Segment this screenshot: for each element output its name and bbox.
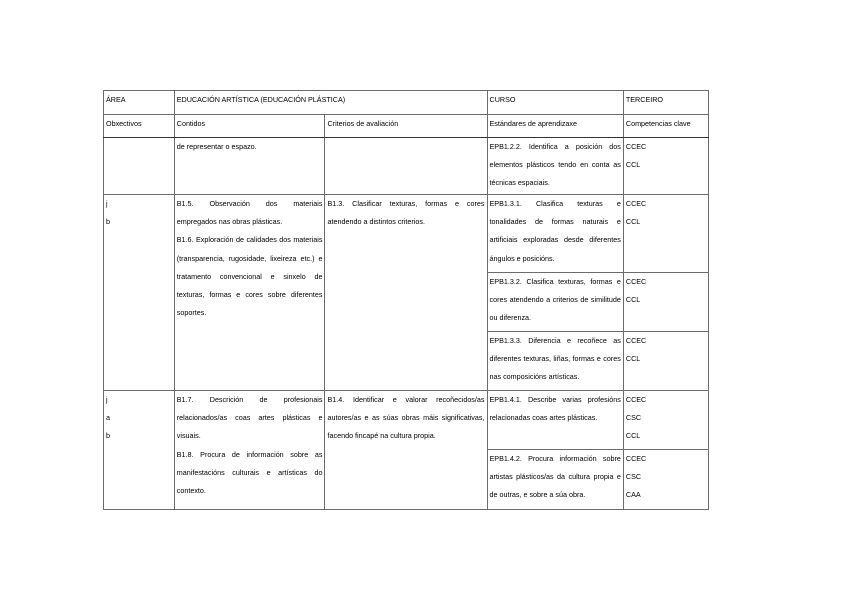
competencia: CCEC (625, 454, 647, 463)
estandar-cell (487, 332, 623, 391)
competencia: CSC (625, 472, 642, 482)
area-label: ÁREA (104, 91, 175, 115)
estandar-text: EPB1.3.2. Clasifica texturas, formas e cores atendendo a criterios de similitude ou diferenza. (489, 277, 621, 323)
estandar-cell (487, 138, 623, 195)
estandar-cell (487, 273, 623, 332)
estandar-text: EPB1.3.3. Diferencia e recoñece as diferentes texturas, liñas, formas e cores nas composicións artísticas. (489, 336, 621, 382)
column-header: Obxectivos (104, 115, 175, 138)
column-header: Contidos (174, 115, 325, 138)
contido-text: B1.8. Procura de información sobre as manifestacións culturais e artísticas do contexto. (176, 449, 323, 496)
competencia: CCEC (625, 142, 647, 151)
competencia: CCEC (625, 395, 647, 404)
competencias-cell (623, 332, 708, 391)
estandar-cell (487, 450, 623, 510)
contido-text: de representar o espazo. (176, 142, 257, 151)
header-row (104, 91, 709, 115)
obxectivos-cell (104, 195, 175, 391)
criterio-cell (325, 391, 487, 510)
column-header: Criterios de avaliación (325, 115, 487, 138)
contido-text: B1.5. Observación dos materiais empregados nas obras plásticas. (176, 199, 323, 227)
obxectivo: j (106, 395, 108, 404)
obxectivo: j (106, 199, 108, 208)
estandar-text: EPB1.4.1. Describe varias profesións relacionadas coas artes plásticas. (489, 395, 621, 423)
column-header-row (104, 115, 709, 138)
estandar-text: EPB1.2.2. Identifica a posición dos elementos plásticos tendo en conta as técnicas espaciais. (489, 142, 621, 188)
obxectivo: b (106, 217, 110, 227)
contidos-cell (174, 195, 325, 391)
competencias-cell (623, 450, 708, 510)
competencia: CSC (625, 413, 642, 423)
obxectivo: b (106, 431, 110, 441)
column-header: Competencias clave (623, 115, 708, 138)
criterio-cell (325, 195, 487, 391)
obxectivos-cell (104, 138, 175, 195)
contido-text: B1.6. Exploración de calidades dos materiais (transparencia, rugosidade, lixeireza etc.) e tratamento convencional e sinxelo de texturas, formas e cores sobre diferentes soportes. (176, 235, 323, 318)
estandar-cell (487, 195, 623, 273)
criterio-text: B1.3. Clasificar texturas, formas e cores atendendo a distintos criterios. (327, 199, 485, 227)
column-header: Estándares de aprendizaxe (487, 115, 623, 138)
competencia: CCEC (625, 199, 647, 208)
competencia: CCL (625, 431, 641, 441)
contido-text: B1.7. Descrición de profesionais relacionados/as coas artes plásticas e visuais. (176, 395, 323, 441)
competencia: CCL (625, 217, 641, 227)
competencia: CCL (625, 354, 641, 364)
competencias-cell (623, 195, 708, 273)
competencia: CCL (625, 295, 641, 305)
area-value: EDUCACIÓN ARTÍSTICA (EDUCACIÓN PLÁSTICA) (174, 91, 487, 115)
estandar-cell (487, 391, 623, 450)
competencia: CCEC (625, 336, 647, 345)
obxectivo: a (106, 413, 110, 423)
table-row (104, 195, 709, 273)
competencias-cell (623, 138, 708, 195)
competencia: CAA (625, 490, 641, 500)
estandar-text: EPB1.4.2. Procura información sobre artistas plásticos/as da cultura propia e de outras, e sobre a súa obra. (489, 454, 621, 500)
curso-value: TERCEIRO (623, 91, 708, 115)
criterio-cell (325, 138, 487, 195)
contidos-cell (174, 391, 325, 510)
competencia: CCL (625, 160, 641, 170)
obxectivos-cell (104, 391, 175, 510)
estandar-text: EPB1.3.1. Clasifica texturas e tonalidades de formas naturais e artificiais exploradas desde diferentes ángulos e posicións. (489, 199, 621, 263)
curriculum-table (103, 90, 709, 510)
competencias-cell (623, 391, 708, 450)
contidos-cell (174, 138, 325, 195)
competencias-cell (623, 273, 708, 332)
competencia: CCEC (625, 277, 647, 286)
criterio-text: B1.4. Identificar e valorar recoñecidos/as autores/as e as súas obras máis significativas, facendo fincapé na cultura propia. (327, 395, 485, 441)
table-row (104, 391, 709, 450)
curso-label: CURSO (487, 91, 623, 115)
table-row (104, 138, 709, 195)
